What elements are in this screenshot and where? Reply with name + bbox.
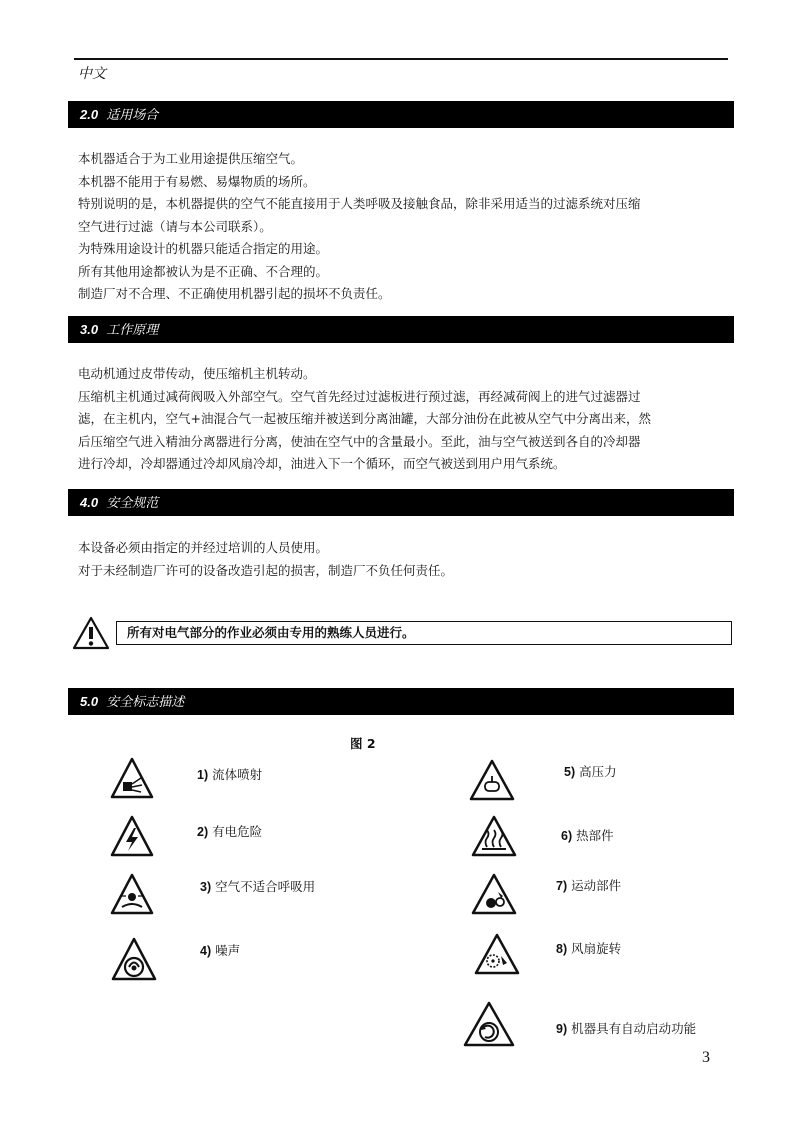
body-line: 特别说明的是，本机器提供的空气不能直接用于人类呼吸及接触食品，除非采用适当的过滤系统对压缩 (78, 196, 641, 211)
noise-icon (110, 936, 158, 982)
symbol-text: 机器具有自动启动功能 (571, 1021, 697, 1036)
symbol-number: 5) (564, 765, 576, 779)
section-body-4-0 (78, 537, 724, 582)
symbol-label-3 (200, 877, 315, 895)
body-line: 本设备必须由指定的并经过培训的人员使用。 (78, 540, 329, 555)
high-pressure-icon (468, 758, 516, 802)
moving-parts-icon (470, 872, 518, 916)
symbol-number: 2) (197, 825, 209, 839)
body-line: 进行冷却，冷却器通过冷却风扇冷却，油进入下一个循环，而空气被送到用户用气系统。 (78, 456, 566, 471)
section-title: 工作原理 (106, 323, 159, 338)
page-number: 3 (702, 1049, 710, 1066)
section-header-4-0 (68, 489, 734, 516)
warning-box (116, 621, 732, 645)
symbol-number: 6) (561, 829, 573, 843)
section-header-2-0 (68, 101, 734, 128)
symbol-label-4 (200, 941, 240, 959)
symbol-text: 空气不适合呼吸用 (215, 879, 316, 894)
symbol-number: 1) (197, 768, 209, 782)
symbol-label-6 (561, 826, 614, 844)
symbol-number: 4) (200, 944, 212, 958)
body-line: 本机器适合于为工业用途提供压缩空气。 (78, 151, 304, 166)
body-line: 空气进行过滤（请与本公司联系）。 (78, 218, 272, 234)
body-line: 电动机通过皮带传动，使压缩机主机转动。 (78, 366, 316, 381)
fluid-jet-icon (109, 756, 155, 800)
hot-parts-icon (470, 814, 518, 858)
section-title: 安全规范 (106, 496, 159, 511)
figure-label: 图 2 (350, 736, 376, 751)
section-title: 安全标志描述 (106, 695, 185, 710)
symbol-label-9 (556, 1019, 696, 1037)
symbol-label-1 (197, 765, 262, 783)
body-line: 压缩机主机通过减荷阀吸入外部空气。空气首先经过过滤板进行预过滤，再经减荷阀上的进气过滤器过 (78, 388, 641, 404)
section-number: 4.0 (80, 495, 99, 510)
symbol-number: 3) (200, 880, 212, 894)
section-header-5-0 (68, 688, 734, 715)
electric-hazard-icon (109, 814, 155, 858)
symbol-text: 有电危险 (212, 824, 263, 839)
symbol-number: 8) (556, 942, 568, 956)
automatic-start-icon (462, 1000, 516, 1048)
body-line: 后压缩空气进入精油分离器进行分离，使油在空气中的含量最小。至此，油与空气被送到各自的冷却器 (78, 433, 641, 449)
section-number: 5.0 (80, 694, 99, 709)
symbol-number: 7) (556, 879, 568, 893)
symbol-text: 热部件 (576, 828, 614, 843)
symbol-label-2 (197, 822, 262, 840)
symbol-text: 运动部件 (571, 878, 622, 893)
section-body-3-0 (78, 363, 724, 476)
body-line: 本机器不能用于有易燃、易爆物质的场所。 (78, 173, 316, 189)
body-line: 所有其他用途都被认为是不正确、不合理的。 (78, 263, 329, 279)
symbol-text: 流体喷射 (212, 767, 263, 782)
section-number: 2.0 (80, 107, 99, 122)
section-body-2-0 (78, 148, 724, 306)
symbol-text: 高压力 (579, 764, 617, 779)
symbol-number: 9) (556, 1022, 568, 1036)
body-line: 制造厂对不合理、不正确使用机器引起的损坏不负责任。 (78, 286, 391, 301)
rotating-fan-icon (473, 932, 521, 976)
unbreathable-air-icon (109, 872, 155, 916)
section-header-3-0 (68, 316, 734, 343)
symbol-label-5 (564, 762, 617, 780)
language-label: 中文 (78, 66, 106, 82)
body-line: 对于未经制造厂许可的设备改造引起的损害，制造厂不负任何责任。 (78, 562, 454, 578)
section-title: 适用场合 (106, 108, 159, 123)
symbol-text: 风扇旋转 (571, 941, 622, 956)
section-number: 3.0 (80, 322, 99, 337)
symbol-label-7 (556, 876, 621, 894)
warning-text: 所有对电气部分的作业必须由专用的熟练人员进行。 (127, 625, 415, 640)
symbol-text: 噪声 (215, 943, 241, 958)
header-rule (74, 58, 728, 60)
body-line: 滤，在主机内，空气+油混合气一起被压缩并被送到分离油罐，大部分油份在此被从空气中分离出来，然 (78, 411, 651, 426)
body-line: 为特殊用途设计的机器只能适合指定的用途。 (78, 241, 329, 256)
symbol-label-8 (556, 939, 621, 957)
exclamation-warning-icon (72, 616, 110, 650)
